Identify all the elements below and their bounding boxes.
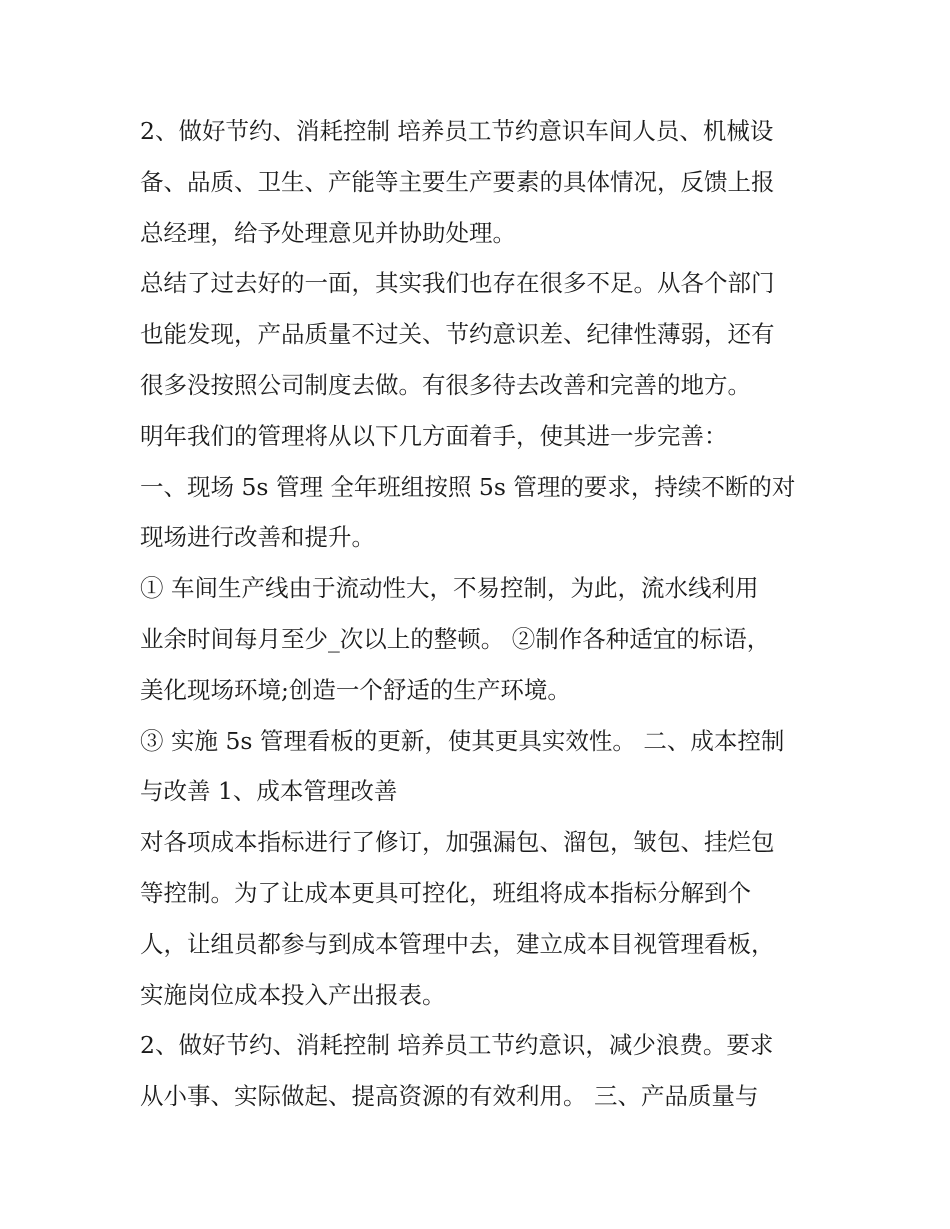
- text-line: 总结了过去好的一面，其实我们也存在很多不足。从各个部门: [140, 269, 775, 298]
- text-line: 与改善 1、成本管理改善: [140, 777, 398, 806]
- text-line: 明年我们的管理将从以下几方面着手，使其进一步完善：: [140, 421, 728, 450]
- text-line: 总经理，给予处理意见并协助处理。: [140, 218, 516, 247]
- text-line: 人，让组员都参与到成本管理中去，建立成本目视管理看板，: [140, 929, 775, 958]
- text-line: 很多没按照公司制度去做。有很多待去改善和完善的地方。: [140, 370, 751, 399]
- text-line: 2、做好节约、消耗控制 培养员工节约意识车间人员、机械设: [140, 117, 774, 145]
- text-line: 从小事、实际做起、提高资源的有效利用。 三、产品质量与: [140, 1082, 759, 1111]
- text-line: 也能发现，产品质量不过关、节约意识差、纪律性薄弱，还有: [140, 320, 775, 349]
- paragraph-5: [140, 563, 820, 715]
- document-body: [140, 106, 820, 1122]
- text-line: ① 车间生产线由于流动性大，不易控制，为此，流水线利用: [140, 574, 759, 603]
- paragraph-6: [140, 716, 820, 818]
- text-line: 美化现场环境;创造一个舒适的生产环境。: [140, 675, 571, 704]
- text-line: 业余时间每月至少_次以上的整顿。 ②制作各种适宜的标语，: [140, 624, 771, 653]
- paragraph-1: [140, 106, 820, 258]
- text-line: ③ 实施 5s 管理看板的更新，使其更具实效性。 二、成本控制: [140, 726, 785, 755]
- paragraph-8: [140, 1020, 820, 1122]
- paragraph-4: [140, 462, 820, 564]
- text-line: 等控制。为了让成本更具可控化，班组将成本指标分解到个: [140, 878, 751, 907]
- paragraph-3: [140, 411, 820, 462]
- text-line: 对各项成本指标进行了修订，加强漏包、溜包，皱包、挂烂包: [140, 828, 775, 857]
- text-line: 一、现场 5s 管理 全年班组按照 5s 管理的要求，持续不断的对: [140, 472, 796, 501]
- text-line: 实施岗位成本投入产出报表。: [140, 980, 446, 1009]
- paragraph-7: [140, 817, 820, 1020]
- text-line: 现场进行改善和提升。: [140, 523, 375, 552]
- paragraph-2: [140, 258, 820, 410]
- text-line: 2、做好节约、消耗控制 培养员工节约意识，减少浪费。要求: [140, 1031, 774, 1060]
- text-line: 备、品质、卫生、产能等主要生产要素的具体情况，反馈上报: [140, 167, 775, 196]
